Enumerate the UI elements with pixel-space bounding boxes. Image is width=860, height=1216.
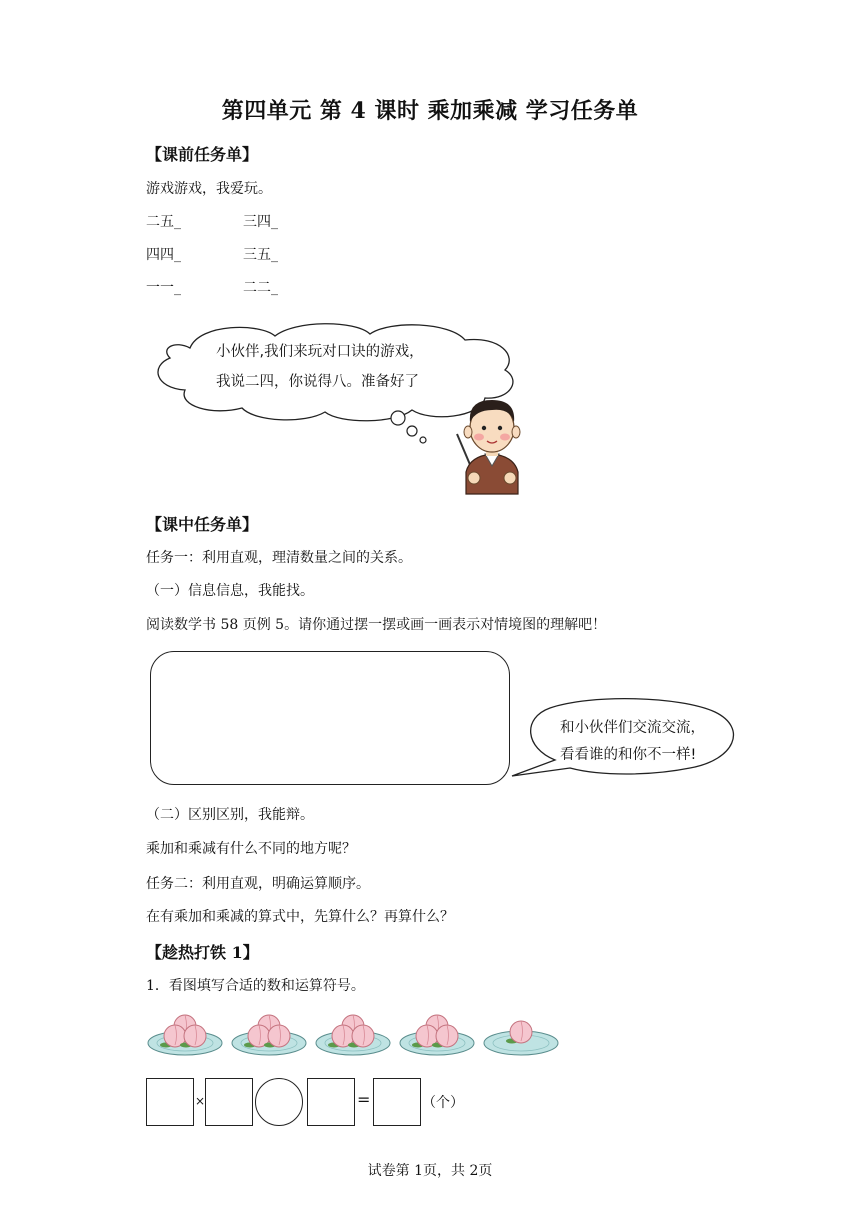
task-one: 任务一：利用直观，理清数量之间的关系。 (146, 550, 412, 566)
pre-class-intro: 游戏游戏，我爱玩。 (146, 181, 272, 197)
teacher-illustration (452, 394, 532, 496)
answer-box-3[interactable] (307, 1078, 355, 1126)
recall-item: 一一_ (146, 280, 181, 296)
recall-item: 二二_ (243, 280, 278, 296)
pre-class-heading: 【课前任务单】 (146, 145, 259, 164)
cloud-line: 我说二四，你说得八。准备好了 (216, 374, 419, 390)
plate-1 (146, 1008, 224, 1058)
speech-bubble (510, 698, 740, 780)
cloud-line: 小伙伴,我们来玩对口诀的游戏， (216, 344, 424, 360)
answer-box-result[interactable] (373, 1078, 421, 1126)
plate-4 (398, 1008, 476, 1058)
answer-box-1[interactable] (146, 1078, 194, 1126)
bubble-line: 和小伙伴们交流交流， (560, 720, 705, 736)
question-order: 在有乘加和乘减的算式中，先算什么？再算什么？ (146, 909, 454, 925)
page-footer: 试卷第 1页，共 2页 (367, 1163, 493, 1179)
page-title: 第四单元 第 4 课时 乘加乘减 学习任务单 (221, 98, 639, 124)
times-sign: × (195, 1094, 206, 1108)
bubble-line: 看看谁的和你不一样! (560, 747, 697, 763)
recall-item: 二五_ (146, 214, 181, 230)
question-difference: 乘加和乘减有什么不同的地方呢？ (146, 841, 356, 857)
drawing-answer-area[interactable] (150, 651, 510, 785)
practice-question: 1．看图填写合适的数和运算符号。 (146, 978, 365, 994)
practice-heading: 【趁热打铁 1】 (146, 943, 259, 962)
answer-box-2[interactable] (205, 1078, 253, 1126)
task-two: 任务二：利用直观，明确运算顺序。 (146, 876, 370, 892)
recall-item: 四四_ (146, 247, 181, 263)
operator-circle[interactable] (255, 1078, 303, 1126)
subtask-distinguish: （二）区别区别，我能辩。 (146, 807, 314, 823)
plate-5 (482, 1008, 560, 1058)
plate-3 (314, 1008, 392, 1058)
unit-label: （个） (422, 1095, 464, 1111)
recall-item: 三五_ (243, 247, 278, 263)
in-class-heading: 【课中任务单】 (146, 515, 259, 534)
equals-sign: = (357, 1090, 371, 1109)
reading-instruction: 阅读数学书 58 页例 5。请你通过摆一摆或画一画表示对情境图的理解吧！ (146, 617, 607, 633)
subtask-find-info: （一）信息信息，我能找。 (146, 583, 314, 599)
recall-item: 三四_ (243, 214, 278, 230)
plate-2 (230, 1008, 308, 1058)
